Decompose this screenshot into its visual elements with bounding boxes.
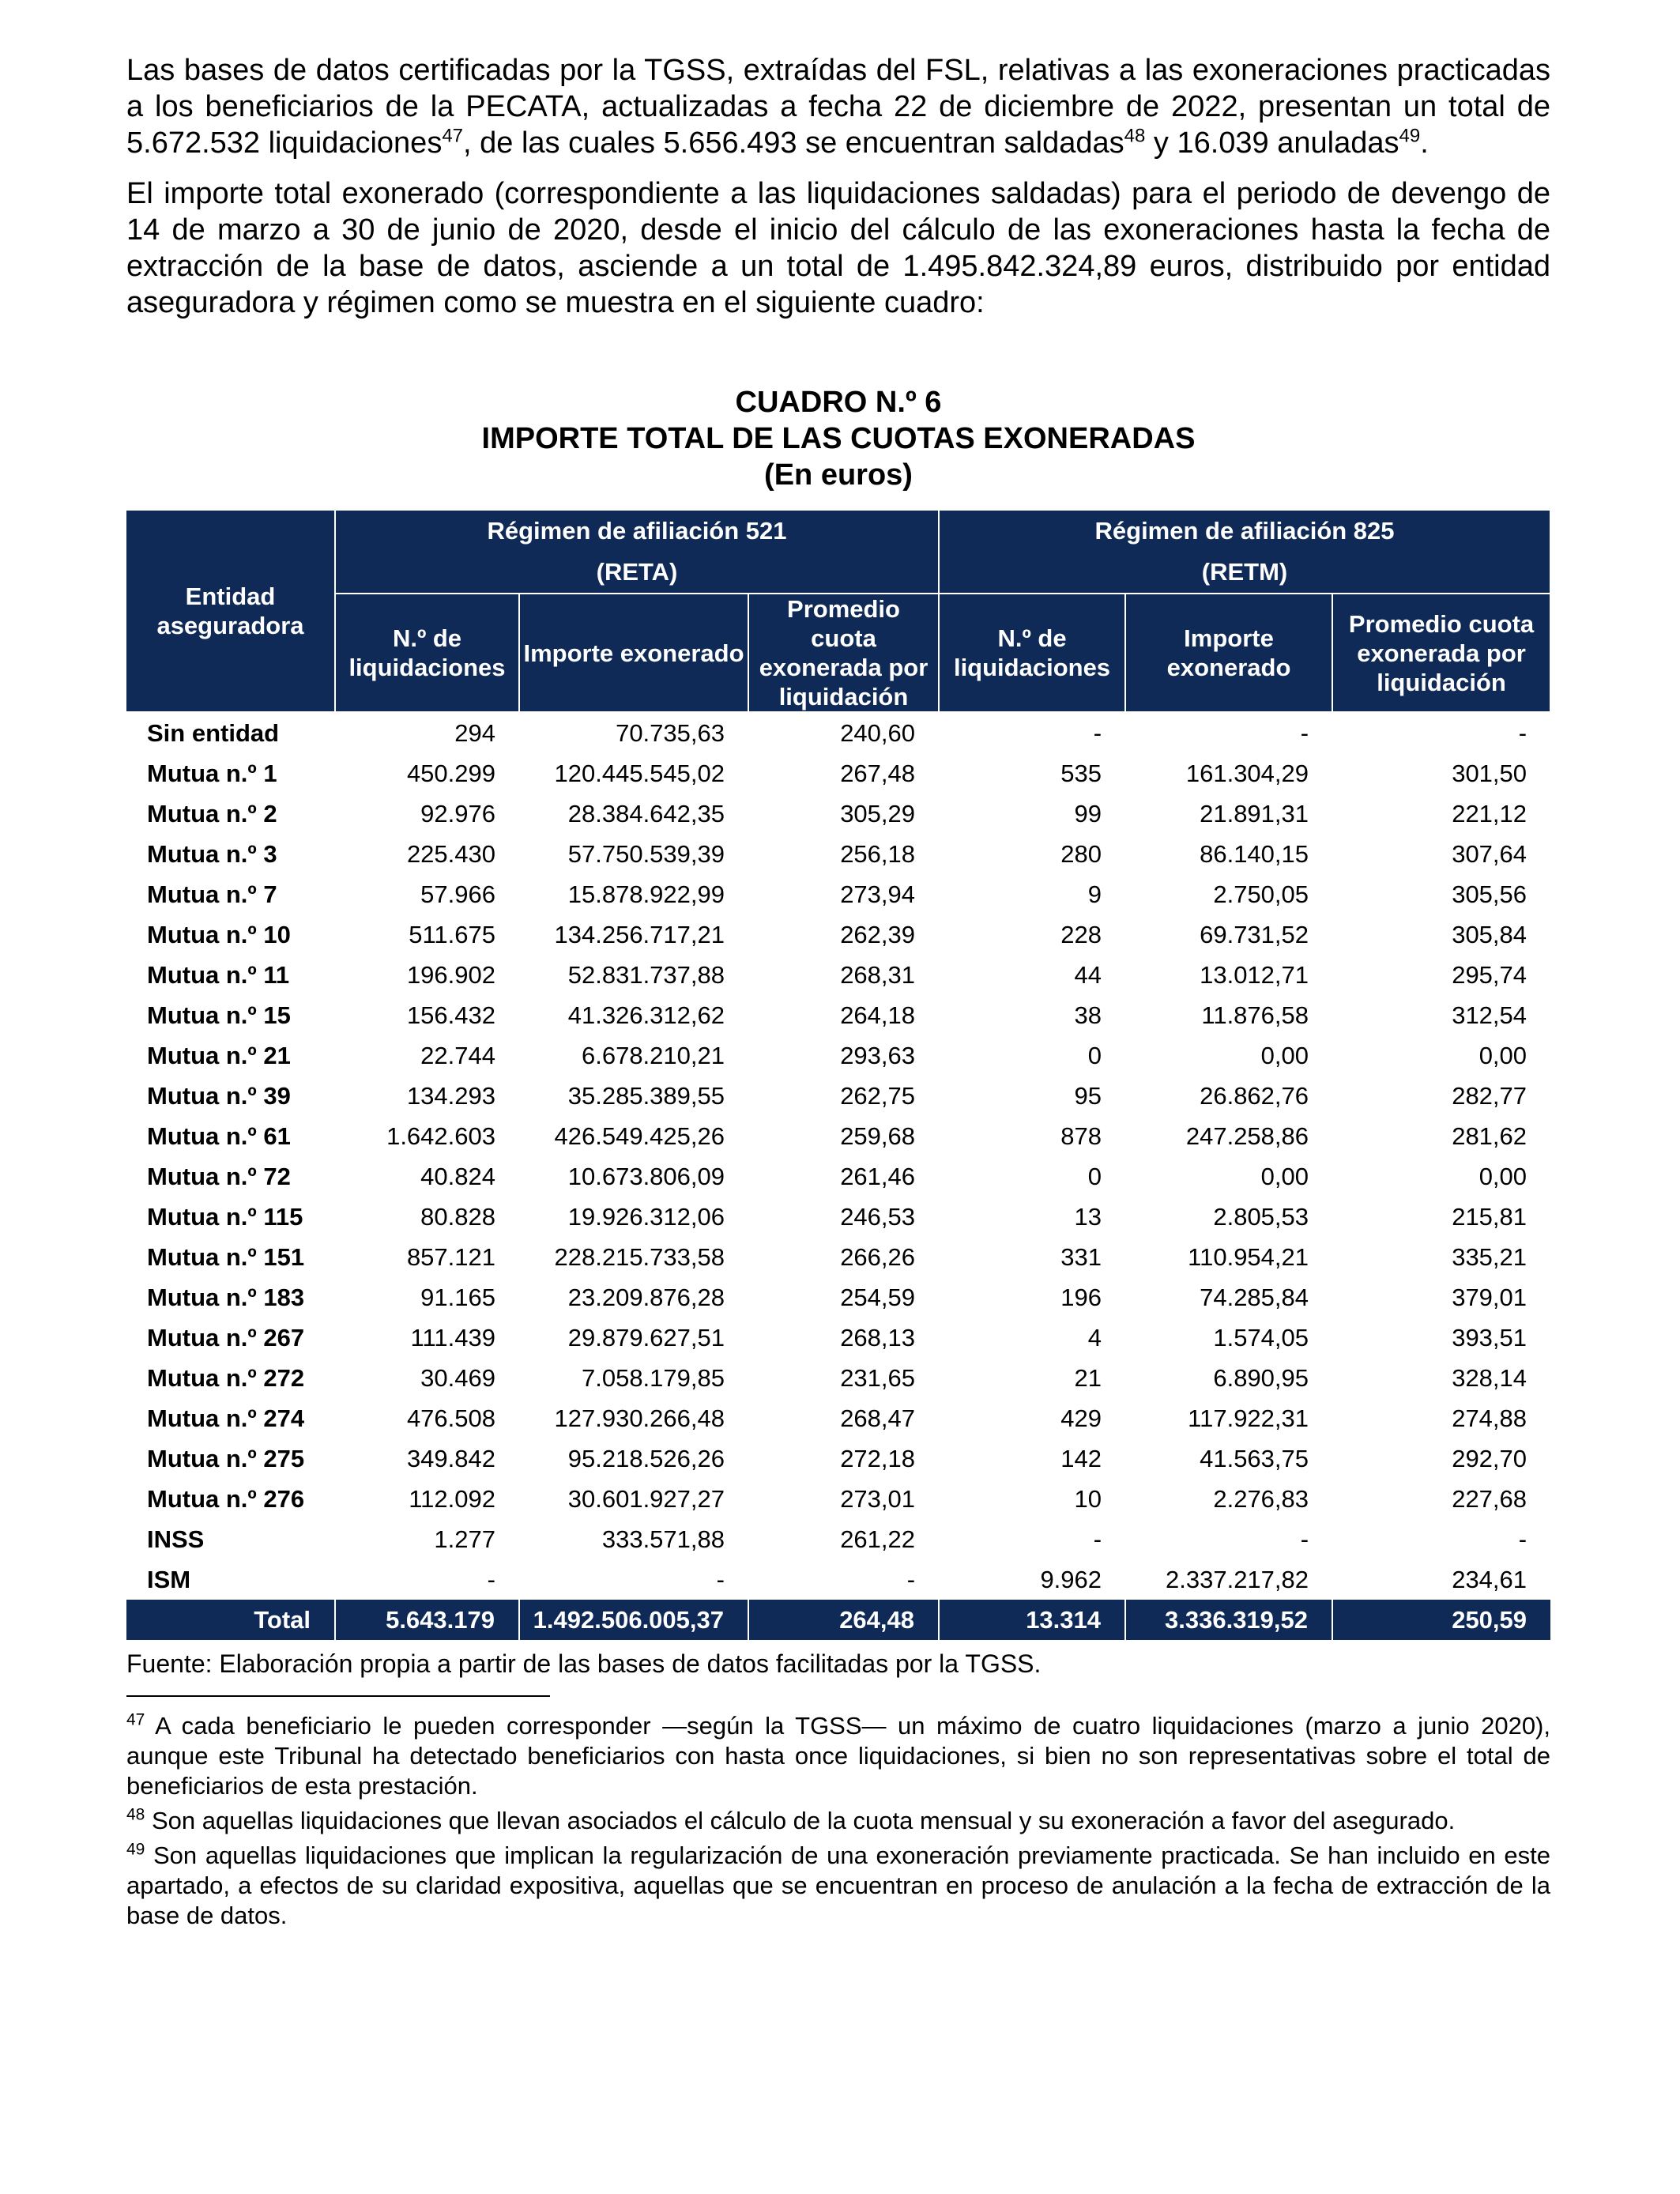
footnote-ref-47[interactable]: 47 [442, 125, 464, 147]
cell-entity-name: Sin entidad [147, 719, 280, 747]
footnote-47 [126, 1711, 1550, 1801]
table-row [126, 874, 1550, 914]
cell-liq-retm: 142 [1060, 1445, 1102, 1472]
cell-prom-reta: 266,26 [840, 1243, 916, 1271]
group-sub-reta: (RETA) [596, 558, 678, 586]
cell-prom-retm: 215,81 [1452, 1203, 1527, 1231]
table-row [126, 1197, 1550, 1237]
cell-prom-retm: 307,64 [1452, 840, 1527, 868]
cell-prom-reta: 231,65 [840, 1364, 916, 1392]
cell-liq-reta: 1.277 [434, 1525, 495, 1553]
cell-liq-retm: 331 [1060, 1243, 1102, 1271]
footnote-number: 47 [126, 1710, 145, 1729]
col-header-prom-retm: Promedio cuota exonerada por liquidación [1332, 594, 1550, 712]
intro-text-a: Las bases de datos certificadas por la TGSS, extraídas del FSL, relativas a las exoneraciones practicadas a los beneficiarios de la PECATA, actualizadas a fecha 22 de diciembre de 2022, presentan un total de 5.672.532 liquidaciones [126, 54, 1550, 160]
cell-prom-retm: 328,14 [1452, 1364, 1527, 1392]
cell-prom-retm: 393,51 [1452, 1324, 1527, 1351]
cell-imp-retm: 0,00 [1260, 1042, 1309, 1069]
document-page [126, 52, 1550, 1936]
col-header-prom-reta: Promedio cuota exonerada por liquidación [748, 594, 939, 712]
cell-liq-reta: 112.092 [409, 1485, 495, 1513]
table-header-row-2 [126, 594, 1550, 712]
footnote-text: Son aquellas liquidaciones que llevan asociados el cálculo de la cuota mensual y su exoneración a favor del asegurado. [145, 1807, 1456, 1834]
footnote-text: Son aquellas liquidaciones que implican la regularización de una exoneración previamente practicada. Se han incluido en este apartado, a efectos de su claridad expositiva, aquellas que se encuentran en proceso de anulación a la fecha de extracción de la base de datos. [126, 1842, 1550, 1929]
cell-prom-reta: 261,22 [840, 1525, 916, 1553]
entity-header: Entidad aseguradora [126, 510, 335, 712]
cell-liq-reta: 450.299 [406, 760, 495, 787]
cell-prom-retm: 234,61 [1452, 1566, 1527, 1593]
cell-imp-retm: 117.922,31 [1188, 1404, 1309, 1432]
cell-prom-retm: 221,12 [1452, 800, 1527, 827]
data-table [126, 509, 1551, 1640]
cell-prom-reta: 268,13 [840, 1324, 916, 1351]
cell-entity-name: Mutua n.º 61 [147, 1122, 291, 1150]
cell-imp-reta: 127.930.266,48 [554, 1404, 725, 1432]
table-row [126, 753, 1550, 794]
footnote-ref-49[interactable]: 49 [1399, 125, 1421, 147]
footnote-number: 48 [126, 1805, 145, 1824]
table-row [126, 1479, 1550, 1519]
cell-entity-name: Mutua n.º 3 [147, 840, 277, 868]
cell-entity-name: INSS [147, 1525, 205, 1553]
cell-liq-reta: 349.842 [406, 1445, 495, 1472]
cell-imp-retm: 161.304,29 [1185, 760, 1309, 787]
cell-prom-reta: 254,59 [840, 1284, 916, 1311]
table-row [126, 1358, 1550, 1398]
table-row [126, 712, 1550, 753]
cell-imp-retm: 110.954,21 [1188, 1243, 1309, 1271]
table-body [126, 712, 1550, 1640]
cell-imp-reta: 7.058.179,85 [581, 1364, 725, 1392]
table-row [126, 914, 1550, 955]
cell-prom-retm: 335,21 [1452, 1243, 1527, 1271]
table-row [126, 1156, 1550, 1197]
group-header-retm [939, 510, 1550, 594]
cell-imp-reta: 57.750.539,39 [567, 840, 725, 868]
cell-liq-retm: 196 [1060, 1284, 1102, 1311]
cell-imp-retm: 1.574,05 [1213, 1324, 1309, 1351]
cell-prom-retm: 282,77 [1452, 1082, 1527, 1110]
cell-imp-reta: 333.571,88 [601, 1525, 725, 1553]
total-prom-reta: 264,48 [748, 1600, 939, 1640]
cell-prom-retm: 0,00 [1478, 1042, 1527, 1069]
cell-liq-reta: - [487, 1566, 495, 1593]
group-sub-retm: (RETM) [1201, 558, 1288, 586]
intro-text-b: , de las cuales 5.656.493 se encuentran saldadas [463, 126, 1124, 160]
cell-imp-retm: 69.731,52 [1200, 921, 1309, 948]
cell-liq-retm: - [1093, 1525, 1102, 1553]
table-header-row-1 [126, 510, 1550, 594]
table-row [126, 1519, 1550, 1559]
cell-imp-retm: 21.891,31 [1200, 800, 1309, 827]
cell-prom-reta: 293,63 [840, 1042, 916, 1069]
cell-prom-retm: 295,74 [1452, 961, 1527, 989]
cell-imp-retm: - [1300, 719, 1309, 747]
footnote-text: A cada beneficiario le pueden corresponder —según la TGSS— un máximo de cuatro liquidaciones (marzo a junio 2020), aunque este Tribunal ha detectado beneficiarios con hasta once liquidaciones, si bien no son representativas sobre el total de beneficiarios de esta prestación. [126, 1712, 1550, 1800]
cell-imp-reta: 95.218.526,26 [567, 1445, 725, 1472]
cell-imp-retm: 86.140,15 [1200, 840, 1309, 868]
cell-liq-reta: 111.439 [410, 1324, 495, 1351]
cell-liq-retm: 0 [1087, 1042, 1102, 1069]
cell-imp-reta: - [716, 1566, 725, 1593]
cell-prom-reta: 262,39 [840, 921, 916, 948]
cell-imp-retm: 26.862,76 [1200, 1082, 1309, 1110]
cell-imp-reta: 19.926.312,06 [567, 1203, 725, 1231]
cell-prom-retm: 292,70 [1452, 1445, 1527, 1472]
cell-imp-reta: 41.326.312,62 [567, 1001, 725, 1029]
cell-liq-retm: 0 [1087, 1163, 1102, 1190]
cell-prom-reta: 268,47 [840, 1404, 916, 1432]
table-row [126, 1277, 1550, 1318]
cell-liq-reta: 91.165 [420, 1284, 495, 1311]
cell-imp-reta: 228.215.733,58 [554, 1243, 725, 1271]
cell-liq-reta: 156.432 [406, 1001, 495, 1029]
cell-liq-reta: 40.824 [420, 1163, 495, 1190]
cell-liq-reta: 1.642.603 [386, 1122, 495, 1150]
cell-prom-reta: 240,60 [840, 719, 916, 747]
cell-entity-name: Mutua n.º 11 [147, 961, 290, 989]
cell-liq-reta: 30.469 [420, 1364, 495, 1392]
cell-prom-reta: 267,48 [840, 760, 916, 787]
cell-imp-retm: 2.750,05 [1213, 880, 1309, 908]
cell-imp-reta: 426.549.425,26 [554, 1122, 725, 1150]
footnote-48 [126, 1806, 1550, 1836]
cell-liq-retm: 228 [1060, 921, 1102, 948]
intro-paragraph-1 [126, 52, 1550, 161]
footnote-ref-48[interactable]: 48 [1124, 125, 1146, 147]
cell-entity-name: Mutua n.º 276 [147, 1485, 305, 1513]
cell-entity-name: Mutua n.º 272 [147, 1364, 305, 1392]
total-entity-name: Total [126, 1600, 335, 1640]
cell-entity-name: ISM [147, 1566, 191, 1593]
cell-liq-retm: 535 [1060, 760, 1102, 787]
footnote-number: 49 [126, 1840, 145, 1859]
cell-entity-name: Mutua n.º 267 [147, 1324, 305, 1351]
cell-imp-retm: - [1300, 1525, 1309, 1553]
cell-imp-retm: 74.285,84 [1200, 1284, 1309, 1311]
cell-liq-retm: 9.962 [1040, 1566, 1102, 1593]
cell-imp-reta: 30.601.927,27 [567, 1485, 725, 1513]
col-header-imp-reta: Importe exonerado [519, 594, 748, 712]
cell-prom-reta: 273,94 [840, 880, 916, 908]
footnote-49 [126, 1841, 1550, 1931]
cell-liq-retm: 99 [1074, 800, 1102, 827]
cell-imp-reta: 70.735,63 [616, 719, 725, 747]
group-header-reta [335, 510, 939, 594]
cell-liq-retm: 44 [1074, 961, 1102, 989]
table-row [126, 955, 1550, 995]
cell-liq-reta: 134.293 [406, 1082, 495, 1110]
cell-prom-reta: 261,46 [840, 1163, 916, 1190]
cell-imp-retm: 6.890,95 [1213, 1364, 1309, 1392]
cell-prom-retm: - [1518, 1525, 1527, 1553]
cell-entity-name: Mutua n.º 10 [147, 921, 291, 948]
table-row [126, 794, 1550, 834]
cell-liq-reta: 80.828 [420, 1203, 495, 1231]
caption-title: IMPORTE TOTAL DE LAS CUOTAS EXONERADAS [481, 422, 1196, 455]
cell-prom-retm: 227,68 [1452, 1485, 1527, 1513]
cell-imp-reta: 6.678.210,21 [581, 1042, 725, 1069]
cell-imp-retm: 2.276,83 [1213, 1485, 1309, 1513]
cell-liq-retm: 4 [1087, 1324, 1102, 1351]
table-row [126, 995, 1550, 1035]
cell-prom-retm: 305,84 [1452, 921, 1527, 948]
table-row [126, 834, 1550, 874]
cell-prom-retm: 274,88 [1452, 1404, 1527, 1432]
cell-imp-retm: 0,00 [1260, 1163, 1309, 1190]
cell-prom-retm: 0,00 [1478, 1163, 1527, 1190]
cell-imp-reta: 134.256.717,21 [554, 921, 725, 948]
cell-imp-reta: 29.879.627,51 [567, 1324, 725, 1351]
caption-unit: (En euros) [764, 458, 913, 492]
total-imp-reta: 1.492.506.005,37 [519, 1600, 748, 1640]
cell-entity-name: Mutua n.º 2 [147, 800, 277, 827]
cell-imp-reta: 52.831.737,88 [567, 961, 725, 989]
cell-prom-reta: 273,01 [840, 1485, 916, 1513]
table-row [126, 1398, 1550, 1438]
cell-prom-retm: 281,62 [1452, 1122, 1527, 1150]
cell-liq-reta: 57.966 [420, 880, 495, 908]
cell-prom-reta: 268,31 [840, 961, 916, 989]
cell-entity-name: Mutua n.º 151 [147, 1243, 305, 1271]
cell-prom-retm: 379,01 [1452, 1284, 1527, 1311]
table-source: Fuente: Elaboración propia a partir de las bases de datos facilitadas por la TGSS. [126, 1649, 1042, 1678]
table-row [126, 1318, 1550, 1358]
cell-liq-retm: - [1093, 719, 1102, 747]
cell-entity-name: Mutua n.º 72 [147, 1163, 291, 1190]
cell-entity-name: Mutua n.º 7 [147, 880, 277, 908]
cell-liq-retm: 878 [1060, 1122, 1102, 1150]
cell-imp-retm: 2.805,53 [1213, 1203, 1309, 1231]
col-header-imp-retm: Importe exonerado [1125, 594, 1332, 712]
cell-imp-reta: 10.673.806,09 [567, 1163, 725, 1190]
cell-imp-retm: 41.563,75 [1200, 1445, 1309, 1472]
cell-liq-retm: 95 [1074, 1082, 1102, 1110]
cell-prom-reta: 272,18 [840, 1445, 916, 1472]
footnote-separator [126, 1695, 550, 1697]
table-row [126, 1438, 1550, 1479]
cell-liq-retm: 21 [1074, 1364, 1102, 1392]
cell-liq-retm: 9 [1087, 880, 1102, 908]
cell-prom-reta: 262,75 [840, 1082, 916, 1110]
cell-entity-name: Mutua n.º 1 [147, 760, 277, 787]
cell-entity-name: Mutua n.º 274 [147, 1404, 305, 1432]
cell-prom-reta: 246,53 [840, 1203, 916, 1231]
footnotes [126, 1711, 1550, 1931]
cell-liq-reta: 22.744 [420, 1042, 495, 1069]
total-liq-retm: 13.314 [939, 1600, 1125, 1640]
cell-entity-name: Mutua n.º 115 [147, 1203, 303, 1231]
cell-liq-reta: 476.508 [406, 1404, 495, 1432]
cell-imp-reta: 15.878.922,99 [567, 880, 725, 908]
total-liq-reta: 5.643.179 [335, 1600, 519, 1640]
cell-liq-reta: 511.675 [409, 921, 495, 948]
cell-entity-name: Mutua n.º 15 [147, 1001, 291, 1029]
cell-imp-retm: 2.337.217,82 [1166, 1566, 1309, 1593]
total-prom-retm: 250,59 [1332, 1600, 1550, 1640]
cell-liq-retm: 429 [1060, 1404, 1102, 1432]
table-row [126, 1237, 1550, 1277]
cell-imp-retm: 11.876,58 [1201, 1001, 1309, 1029]
cell-prom-retm: 301,50 [1452, 760, 1527, 787]
table-caption [126, 384, 1550, 493]
table-row [126, 1035, 1550, 1076]
cell-liq-reta: 857.121 [406, 1243, 495, 1271]
cell-entity-name: Mutua n.º 275 [147, 1445, 305, 1472]
group-title-reta: Régimen de afiliación 521 [487, 517, 787, 545]
cell-liq-retm: 280 [1060, 840, 1102, 868]
cell-liq-reta: 92.976 [420, 800, 495, 827]
cell-imp-retm: 247.258,86 [1185, 1122, 1309, 1150]
cell-imp-retm: 13.012,71 [1200, 961, 1309, 989]
cell-prom-retm: - [1518, 719, 1527, 747]
table-row [126, 1116, 1550, 1156]
cell-liq-retm: 38 [1074, 1001, 1102, 1029]
cell-prom-reta: 259,68 [840, 1122, 916, 1150]
cell-prom-reta: 305,29 [840, 800, 916, 827]
intro-text-c: y 16.039 anuladas [1145, 126, 1399, 160]
cell-imp-reta: 35.285.389,55 [567, 1082, 725, 1110]
caption-number: CUADRO N.º 6 [735, 386, 942, 419]
cell-liq-retm: 13 [1074, 1203, 1102, 1231]
cell-imp-reta: 120.445.545,02 [554, 760, 725, 787]
cell-entity-name: Mutua n.º 183 [147, 1284, 305, 1311]
cell-liq-reta: 294 [454, 719, 495, 747]
col-header-liq-reta: N.º de liquidaciones [335, 594, 519, 712]
col-header-liq-retm: N.º de liquidaciones [939, 594, 1125, 712]
cell-liq-retm: 10 [1074, 1485, 1102, 1513]
table-total-row [126, 1600, 1550, 1640]
cell-entity-name: Mutua n.º 39 [147, 1082, 291, 1110]
table-row [126, 1559, 1550, 1600]
cell-prom-reta: - [906, 1566, 916, 1593]
cell-prom-reta: 256,18 [840, 840, 916, 868]
cell-prom-retm: 305,56 [1452, 880, 1527, 908]
group-title-retm: Régimen de afiliación 825 [1094, 517, 1395, 545]
intro-text-d: . [1420, 126, 1429, 160]
total-imp-retm: 3.336.319,52 [1125, 1600, 1332, 1640]
intro-paragraph-2: El importe total exonerado (correspondiente a las liquidaciones saldadas) para el periodo de devengo de 14 de marzo a 30 de junio de 2020, desde el inicio del cálculo de las exoneraciones hasta la fecha de extracción de la base de datos, asciende a un total de 1.495.842.324,89 euros, distribuido por entidad aseguradora y régimen como se muestra en el siguiente cuadro: [126, 177, 1550, 319]
cell-entity-name: Mutua n.º 21 [147, 1042, 291, 1069]
cell-prom-retm: 312,54 [1452, 1001, 1527, 1029]
cell-liq-reta: 196.902 [406, 961, 495, 989]
cell-imp-reta: 28.384.642,35 [567, 800, 725, 827]
cell-prom-reta: 264,18 [840, 1001, 916, 1029]
table-row [126, 1076, 1550, 1116]
cell-liq-reta: 225.430 [406, 840, 495, 868]
cell-imp-reta: 23.209.876,28 [567, 1284, 725, 1311]
